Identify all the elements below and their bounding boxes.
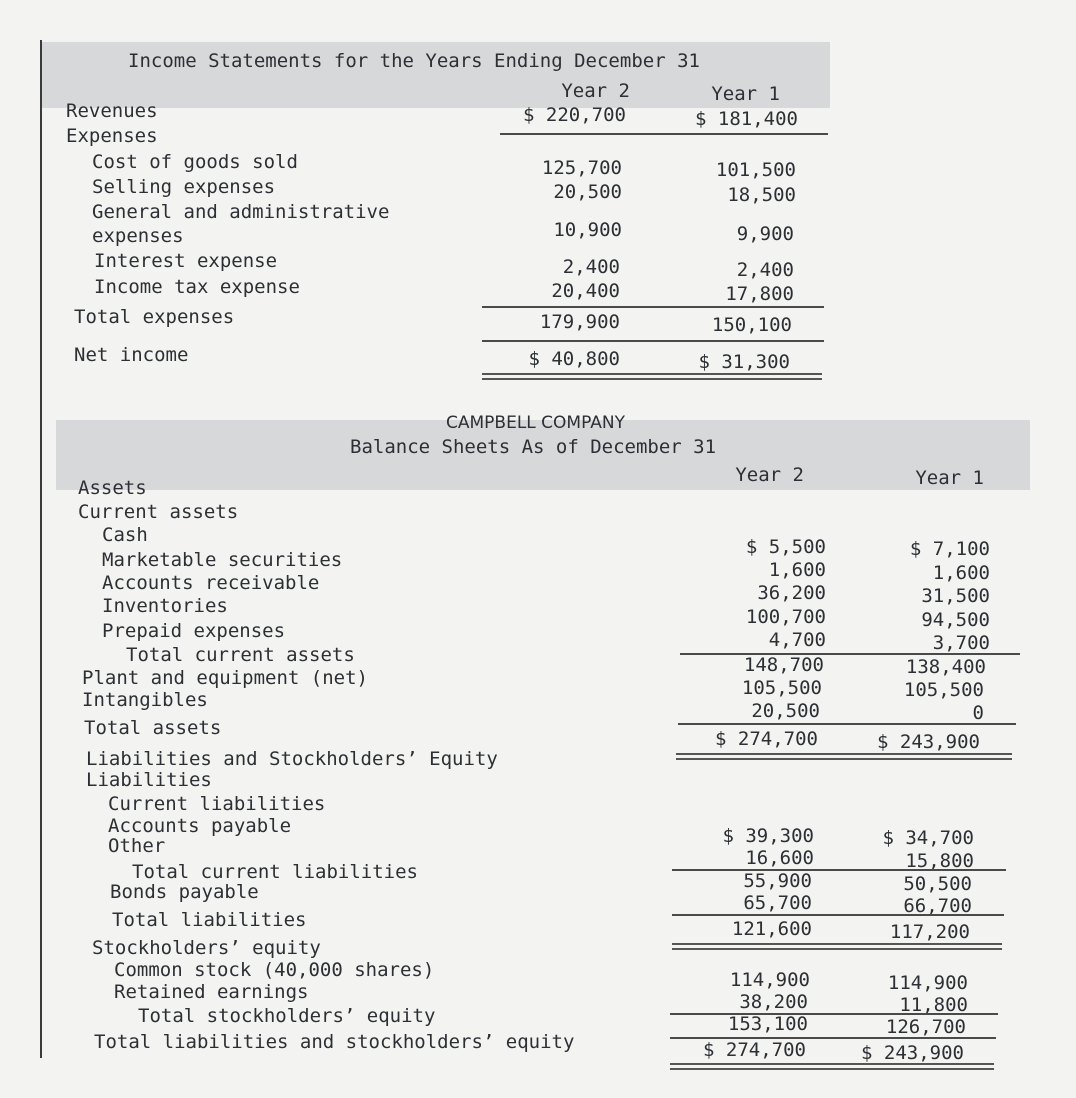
balance-col-year2: Year 2 [735,464,804,486]
balance-row-label: Intangibles [82,689,208,711]
income-row-y1: 9,900 [736,223,794,245]
balance-row-y2: $ 274,700 [715,728,818,750]
balance-row-y1: 0 [972,702,984,724]
balance-row-y2: 55,900 [743,870,812,892]
balance-row-y2: 65,700 [743,892,812,914]
income-double-rule [482,373,822,380]
income-row-y1: $ 181,400 [695,108,798,130]
balance-row-y1: $ 7,100 [909,538,990,560]
balance-row-label: Current assets [78,501,239,523]
balance-row-y2: 105,500 [741,677,822,699]
income-row-label: Income tax expense [94,276,300,298]
balance-row-y2: 20,500 [751,700,820,722]
balance-row-y1: $ 243,900 [861,1042,964,1064]
balance-row-label: Accounts receivable [102,572,320,594]
balance-row-y2: 38,200 [739,991,808,1013]
balance-row-y2: 148,700 [743,654,824,676]
balance-row-label: Accounts payable [108,815,292,837]
balance-row-y1: 1,600 [932,562,990,584]
balance-col-year1: Year 1 [915,467,984,489]
balance-row-y1: 138,400 [905,656,986,678]
balance-row-label: Total liabilities [112,909,307,931]
balance-row-y2: 153,100 [727,1013,808,1035]
balance-row-y2: 121,600 [731,918,812,940]
income-row-label: Net income [74,344,189,366]
company-name: CAMPBELL COMPANY [446,413,625,433]
balance-row-y2: $ 39,300 [722,825,814,847]
income-row-label: General and administrative [92,201,390,223]
balance-row-y1: 15,800 [905,850,974,872]
balance-title: Balance Sheets As of December 31 [350,436,717,458]
balance-row-label: Retained earnings [114,981,309,1003]
income-row-y1: 101,500 [715,159,796,181]
balance-row-label: Cash [102,524,148,546]
balance-row-y1: $ 243,900 [877,731,980,753]
balance-row-y1: 50,500 [903,873,972,895]
income-col-year2: Year 2 [561,80,630,102]
income-row-label: Total expenses [74,306,235,328]
income-rule [482,340,824,342]
balance-row-y1: 3,700 [932,632,990,654]
balance-row-label: Bonds payable [110,881,259,903]
income-row-y1: $ 31,300 [698,351,790,373]
income-row-label: Cost of goods sold [92,151,298,173]
balance-rule [678,723,1016,725]
income-row-y2: $ 40,800 [528,348,620,370]
balance-row-label: Prepaid expenses [102,620,286,642]
income-rule [482,306,824,308]
balance-row-label: Total current liabilities [132,861,418,883]
balance-row-y2: 114,900 [729,969,810,991]
income-row-y1: 150,100 [711,314,792,336]
income-row-label: Interest expense [94,250,278,272]
balance-row-label: Plant and equipment (net) [82,667,368,689]
income-row-y1: 2,400 [736,259,794,281]
income-row-y2: 10,900 [553,219,622,241]
balance-row-y2: 16,600 [745,847,814,869]
balance-double-rule [672,943,1002,950]
income-row-label: Revenues [66,100,158,122]
balance-row-y1: 117,200 [889,921,970,943]
balance-row-y2: $ 274,700 [703,1039,806,1061]
income-row-y1: 18,500 [727,184,796,206]
balance-row-y1: 66,700 [903,895,972,917]
balance-row-label: Marketable securities [102,549,343,571]
balance-row-label: Total assets [84,717,222,739]
balance-row-y2: $ 5,500 [745,536,826,558]
balance-row-y1: 126,700 [885,1016,966,1038]
balance-row-label: Liabilities [86,769,212,791]
balance-row-label: Total current assets [126,644,355,666]
balance-row-label: Other [108,835,166,857]
income-title: Income Statements for the Years Ending December 31 [128,50,700,72]
balance-row-y1: 11,800 [899,994,968,1016]
balance-row-y1: 114,900 [887,972,968,994]
balance-row-y2: 36,200 [757,582,826,604]
income-row-y2: 2,400 [562,256,620,278]
income-rule [500,133,828,135]
balance-double-rule [670,1063,994,1070]
balance-row-label: Stockholders’ equity [92,937,321,959]
income-row-y2: 20,400 [551,280,620,302]
balance-row-label: Liabilities and Stockholders’ Equity [86,748,498,770]
income-row-label: Selling expenses [92,176,276,198]
balance-row-label: Inventories [102,595,228,617]
balance-row-label: Total liabilities and stockholders’ equity [94,1031,575,1053]
balance-row-y2: 100,700 [745,606,826,628]
balance-row-y2: 1,600 [768,559,826,581]
income-row-label: Expenses [66,125,158,147]
income-col-year1: Year 1 [711,83,780,105]
balance-row-label: Assets [78,477,147,499]
balance-row-label: Total stockholders’ equity [138,1005,436,1027]
balance-row-label: Common stock (40,000 shares) [114,959,435,981]
left-border [40,40,42,1058]
income-row-y2: 179,900 [539,311,620,333]
balance-row-y2: 4,700 [768,629,826,651]
balance-row-y1: 105,500 [903,679,984,701]
balance-rule [672,914,1004,916]
balance-row-y1: 31,500 [921,585,990,607]
balance-row-y1: $ 34,700 [882,827,974,849]
income-row-y1: 17,800 [725,283,794,305]
income-row-y2: 125,700 [541,157,622,179]
balance-row-label: Current liabilities [108,793,326,815]
income-row-label: expenses [92,225,184,247]
balance-double-rule [676,753,1012,760]
income-row-y2: 20,500 [553,181,622,203]
income-row-y2: $ 220,700 [523,104,626,126]
balance-row-y1: 94,500 [921,609,990,631]
